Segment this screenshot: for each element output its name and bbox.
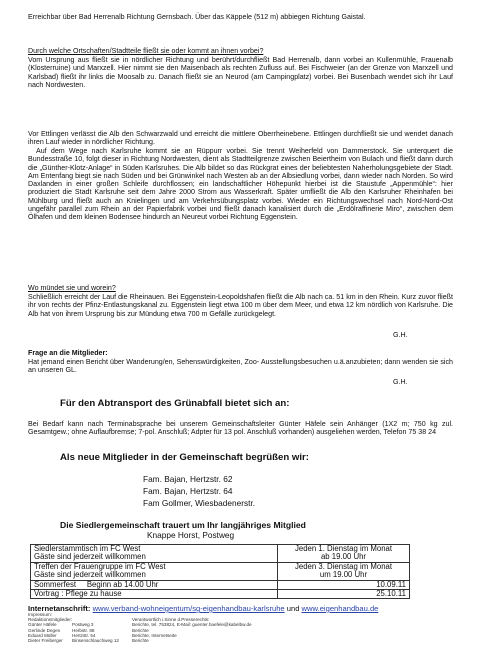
- impressum-title: Impressum:: [28, 612, 52, 617]
- impressum-addresses: [72, 622, 119, 643]
- mourning-name: Knappe Horst, Postweg: [147, 530, 235, 540]
- impressum-role: Berichte: [132, 627, 149, 633]
- internet-link-1[interactable]: www.verband-wohneigentum/sg-eigenhandbau-karlsruhe: [92, 604, 285, 613]
- events-table: [30, 544, 410, 599]
- signature-1: G.H.: [393, 331, 408, 339]
- event-date: 25.10.11: [278, 590, 410, 599]
- event-description: Sommerfest Beginn ab 14.00 Uhr: [31, 580, 278, 589]
- intro-paragraph: Erreichbar über Bad Herrenalb Richtung Gernsbach. Über das Käppele (512 m) abbiegen Richtung Gaistal.: [28, 13, 366, 21]
- question-towns-body-3: Auf dem Wege nach Karlsruhe kommt sie an Rüppurr vorbei. Sie trennt Weiherfeld von Dammerstock. Sie unterquert die Bundesstraße 10, folgt dieser in Richtung Nordwesten, dient als Stadtteilgrenze zwischen Beiertheim von Bulach und fließt dann durch die „Günther-Klotz-Anlage“ in Süden Karlsruhes. Die Alb bildet so das Rückgrat eines der beliebtesten Naherholungsgebiete der Stadt. Am Entenfang biegt sie nach Süden und bei Grünwinkel nach Westen ab an der Albsiedlung vorbei, dann wieder nach Norden. So wird Daxlanden in einer großen Schleife durchflossen; ein landschaftlicher Höhepunkt hierbei ist die Staustufe „Appenmühle“: hier produziert die Stadt Karlsruhe seit dem Jahre 2000 Strom aus Wasserkraft. Später umfließt die Alb den Karlsruher Rheinhafen bei Mühlburg und fließt auch an Knielingen und am Verkehrsübungsplatz vorbei. Wieder ein Richtungswechsel nach Nord-Nord-Ost ungefähr parallel zum Rhein an der Papierfabrik vorbei und fließt danach kanalisiert durch die „Erdölraffinerie Miro“, zwischen dem Ölhafen und dem kleinen Bodensee hindurch an Neureut vorbei Richtung Eggenstein.: [28, 147, 453, 222]
- members-question-heading: Frage an die Mitglieder:: [28, 349, 108, 357]
- impressum-address: Hertzstr. 54: [72, 632, 96, 638]
- signature-2: G.H.: [393, 378, 408, 386]
- impressum-name: Dieter Freiberger: [28, 638, 63, 644]
- new-member-item: Fam. Bajan, Hertzstr. 62: [143, 474, 233, 484]
- impressum-subtitle: Redaktionsmitglieder:: [28, 617, 73, 623]
- impressum-name: Eduard Müller: [28, 632, 57, 638]
- transport-heading: Für den Abtransport des Grünabfall bietet sich an:: [60, 398, 290, 409]
- impressum-role: Verantwortlich i.Sinne d.Presserechts:: [132, 617, 210, 623]
- internet-label: Internetanschrift:: [28, 604, 91, 613]
- impressum-roles: [132, 617, 252, 643]
- impressum-names: [28, 612, 72, 643]
- question-mouth-body: Schließlich erreicht der Lauf die Rheinauen. Bei Eggenstein-Leopoldshafen fließt die Alb nach ca. 51 km in den Rhein. Kurz zuvor fließt ihr von rechts der Pfinz-Entlastungskanal zu. Eggenstein liegt etwa 100 m über dem Meer, und etwa 12 km nördlich von Karlsruhe. Die Alb hat von ihrem Ursprung bis zur Mündung etwa 700 m Gefälle zurückgelegt.: [28, 293, 453, 318]
- impressum-role: Berichte: [132, 638, 149, 643]
- event-row: [31, 590, 410, 599]
- question-mouth-heading: Wo mündet sie und worein?: [28, 284, 116, 292]
- question-towns-body-2: Vor Ettlingen verlässt die Alb den Schwarzwald und erreicht die mittlere Oberrheinebene. Ettlingen durchfließt sie und wendet danach ihren Lauf wieder in nördlicher Richtung.: [28, 130, 453, 147]
- event-date: Jeden 3. Dienstag im Monat um 19.00 Uhr: [278, 562, 410, 580]
- internet-link-2[interactable]: www.eigenhandbau.de: [301, 604, 379, 613]
- impressum-name: Günter Häfele: [28, 622, 57, 628]
- impressum-address: Binsenschlauchweg 12: [72, 638, 119, 643]
- event-date: Jeden 1. Dienstag im Monat ab 19.00 Uhr: [278, 545, 410, 563]
- internet-separator: und: [284, 604, 302, 613]
- event-description: Vortrag : Pflege zu hause: [31, 590, 278, 599]
- event-description: Treffen der Frauengruppe im FC West Gäste sind jederzeit willkommen: [31, 562, 278, 580]
- members-question-body: Hat jemand einen Bericht über Wanderung/en, Sehenswürdigkeiten, Zoo- Ausstellungsbesuchen u.ä.anzubieten; dann wenden sie sich an unseren GL.: [28, 358, 453, 375]
- transport-body: Bei Bedarf kann nach Terminabsprache bei unserem Gemeinschaftsleiter Günter Häfele sein Anhänger (1X2 m; 750 kg zul. Gesamtgew.; ohne Auflaufbremse; 7-pol. Anschluß; Adpter für 13 pol. Anschluß vorhanden) ausgeliehen werden, Telefon 75 38 24: [28, 420, 453, 437]
- impressum-role: Berichte, Internetseite: [132, 632, 177, 638]
- impressum-address: Herbstr. 88: [72, 627, 95, 633]
- impressum-name: Gerlinde Degen: [28, 627, 61, 633]
- impressum-address: Postweg 3: [72, 622, 94, 628]
- new-member-item: Fam. Bajan, Hertzstr. 64: [143, 486, 233, 496]
- event-row: [31, 545, 410, 563]
- question-towns-heading: Durch welche Ortschaften/Stadtteile fließt sie oder kommt an ihnen vorbei?: [28, 47, 264, 55]
- impressum-role: Berichte, tel. 753824, E-Mail: guenter.haefele@kabelbw.de: [132, 622, 252, 628]
- event-date: 10.09.11: [278, 580, 410, 589]
- event-row: [31, 562, 410, 580]
- internet-line: [28, 604, 458, 613]
- new-member-item: Fam Gollmer, Wiesbadenerstr.: [143, 498, 256, 508]
- mourning-heading: Die Siedlergemeinschaft trauert um Ihr langjähriges Mitglied: [60, 520, 306, 530]
- new-members-heading: Als neue Mitglieder in der Gemeinschaft begrüßen wir:: [60, 452, 309, 463]
- question-towns-body: Vom Ursprung aus fließt sie in nördlicher Richtung und berührt/durchfließt Bad Herrenalb, dann vorbei an Kullenmühle, Frauenalb (Klosterruine) und Marxzell. Hier nimmt sie den Maisenbach als rechten Zufluss auf. Bei Fischweier (an der Grenze von Marxzell und Karlsbad) fließt ihr links die Moosalb zu. Danach fließt sie an Neurod (am Campingplatz) vorbei. Bei Busenbach wendet sich ihr Lauf nach Nordwesten.: [28, 56, 453, 89]
- event-description: Siedlerstammtisch im FC West Gäste sind jederzeit willkommen: [31, 545, 278, 563]
